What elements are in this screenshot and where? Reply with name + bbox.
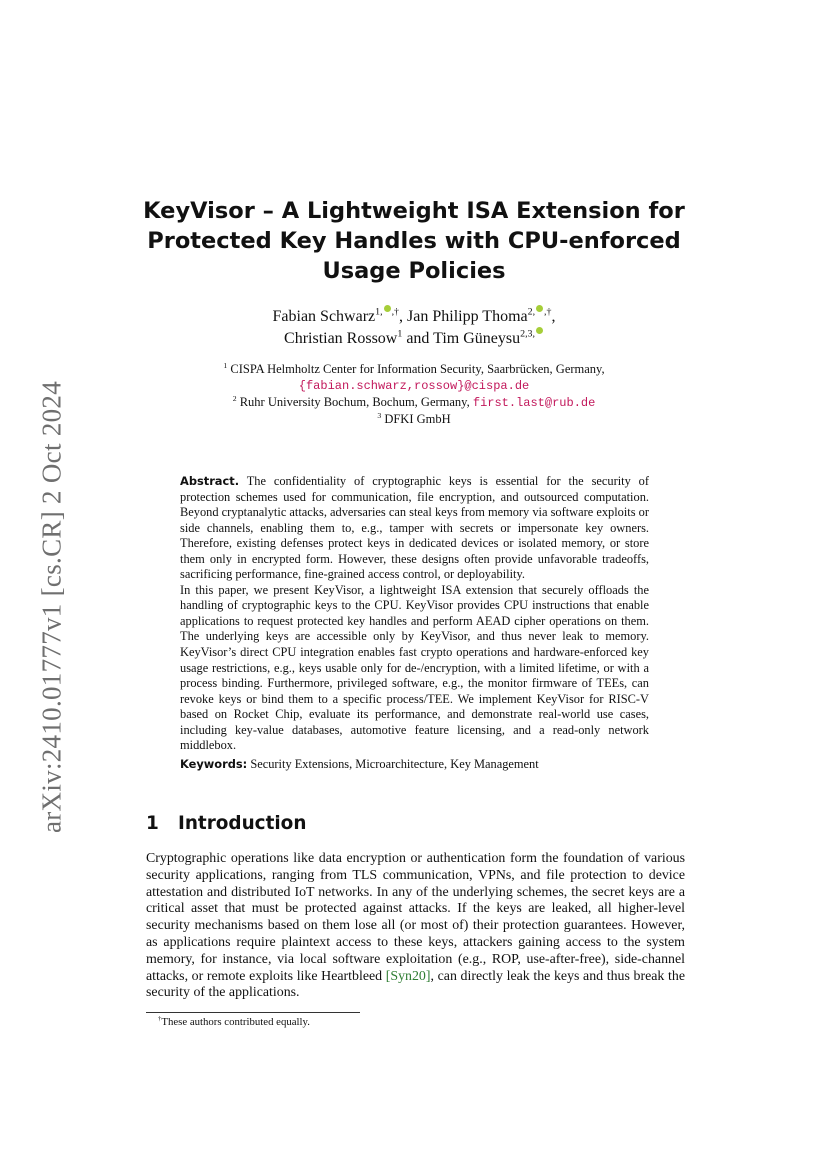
orcid-icon[interactable] xyxy=(384,305,391,312)
abstract-paragraph xyxy=(180,583,649,754)
footnote-mark: † xyxy=(158,1015,162,1023)
arxiv-identifier: arXiv:2410.01777v1 [cs.CR] 2 Oct 2024 xyxy=(36,380,67,834)
author-name: Tim Güneysu xyxy=(433,329,521,347)
abstract-label: Abstract. xyxy=(180,474,240,488)
affiliation-1-email-line xyxy=(130,377,698,394)
body-text: , can directly leak the keys and thus break the security of the applications. xyxy=(146,968,685,1001)
keywords xyxy=(180,757,649,773)
author-conjunction: and xyxy=(402,329,434,347)
author-equal-contribution-mark: ,† xyxy=(391,306,400,318)
abstract-text: In this paper, we present KeyVisor, a lightweight ISA extension that securely offloads the handling of cryptographic keys to the CPU. KeyVisor provides CPU instructions that enable applications to request protected key handles and perform AEAD cipher operations on them. The underlying keys are accessible only by KeyVisor, and thus never leak to memory. KeyVisor’s direct CPU integration enables fast crypto operations and hardware-enforced key usage restrictions, e.g., keys usable only for de-/encryption, with a limited lifetime, or with a process binding. Furthermore, privileged software, e.g., the monitor firmware of TEEs, can revoke keys or bind them to a specific process/TEE. We implement KeyVisor for RISC-V based on Rocket Chip, evaluate its performance, and demonstrate real-world use cases, including key-value databases, automotive feature licensing, and a read-only network middlebox. xyxy=(180,582,649,753)
author-affiliation-marks: 2,3, xyxy=(520,328,535,340)
keywords-label: Keywords: xyxy=(180,756,248,771)
section-heading xyxy=(146,813,306,834)
section-title: Introduction xyxy=(178,813,307,834)
affiliation-number: 3 xyxy=(377,410,382,420)
abstract-paragraph xyxy=(180,474,649,583)
affiliation-number: 2 xyxy=(232,393,237,403)
author-separator: , xyxy=(399,307,408,325)
author-affiliation-marks: 1 xyxy=(397,328,403,340)
body-text: Cryptographic operations like data encryption or authentication form the foundation of various security applications, ranging from TLS communication, VPNs, and file protection to device attestation and distributed IoT networks. In any of the underlying schemes, the secret keys are a critical asset that must be protected against attacks. If the keys are leaked, all higher-level security mechanisms based on them lose all (or most of) their protection guarantees. However, as applications require plaintext access to these keys, attackers gaining access to the system memory, for instance, via local software exploitation (e.g., ROP, use-after-free), side-channel attacks, or remote exploits like Heartbleed xyxy=(146,851,685,984)
paper-title: KeyVisor – A Lightweight ISA Extension for Protected Key Handles with CPU-enforced Usage Policies xyxy=(143,198,685,284)
author-affiliation-marks: 1, xyxy=(375,306,383,318)
affiliations xyxy=(130,361,698,427)
author-list xyxy=(130,305,698,349)
abstract xyxy=(180,474,649,772)
body-paragraph xyxy=(146,851,685,1002)
orcid-icon[interactable] xyxy=(536,327,543,334)
orcid-icon[interactable] xyxy=(536,305,543,312)
abstract-text: The confidentiality of cryptographic keys is essential for the security of protection schemes used for communication, file encryption, and outsourced computation. Beyond cryptanalytic attacks, adversaries can steal keys from memory via software exploits or side channels, enabling them to, e.g., tamper with secrets or impersonate key owners. Therefore, existing defenses protect keys in dedicated devices or isolated memory, or store them only in encrypted form. However, these designs often provide unfavorable tradeoffs, sacrificing performance, fine-grained access control, or deployability. xyxy=(180,474,649,582)
author-affiliation-marks: 2, xyxy=(527,306,536,318)
author-name: Christian Rossow xyxy=(284,329,398,347)
author-name: Fabian Schwarz xyxy=(272,307,376,325)
affiliation-email-link[interactable]: {fabian.schwarz,rossow}@cispa.de xyxy=(298,379,530,393)
footnote-text: These authors contributed equally. xyxy=(161,1016,310,1028)
affiliation-text: DFKI GmbH xyxy=(384,412,451,426)
affiliation-2 xyxy=(130,394,698,411)
footnote xyxy=(158,1016,310,1029)
affiliation-1 xyxy=(130,361,698,377)
author-equal-contribution-mark: ,† xyxy=(544,306,552,318)
citation-link[interactable]: [Syn20] xyxy=(385,968,431,984)
affiliation-text: Ruhr University Bochum, Bochum, Germany, xyxy=(239,395,473,409)
affiliation-text: CISPA Helmholtz Center for Information Security, Saarbrücken, Germany, xyxy=(230,362,605,376)
keywords-text: Security Extensions, Microarchitecture, Key Management xyxy=(250,756,539,771)
author-separator: , xyxy=(551,307,556,325)
footnote-rule xyxy=(146,1012,360,1013)
section-number: 1 xyxy=(146,813,159,834)
author-name: Jan Philipp Thoma xyxy=(407,307,528,325)
affiliation-number: 1 xyxy=(223,360,228,370)
affiliation-email-link[interactable]: first.last@rub.de xyxy=(472,396,596,410)
affiliation-3 xyxy=(130,411,698,427)
